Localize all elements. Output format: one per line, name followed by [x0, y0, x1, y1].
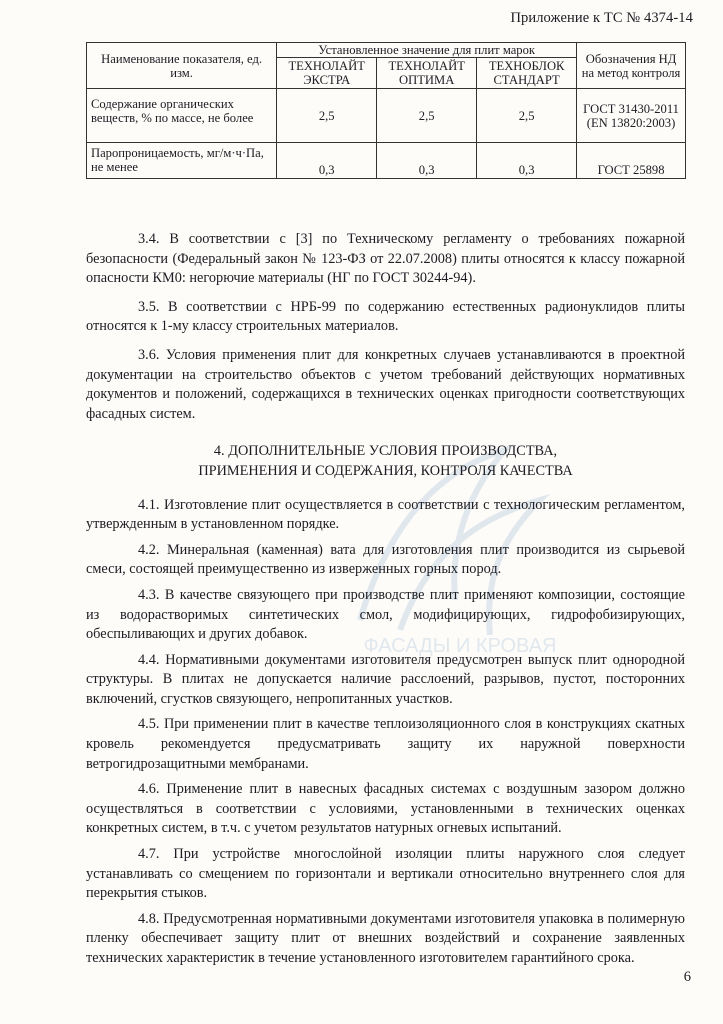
document-header: Приложение к ТС № 4374-14	[510, 10, 693, 26]
brand-header-1: ТЕХНОЛАЙТ ЭКСТРА	[277, 58, 377, 89]
brand-header-3: ТЕХНОБЛОК СТАНДАРТ	[477, 58, 577, 89]
watermark-text: ФАСАДЫ И КРОВАЯ	[363, 635, 557, 657]
row-value: 0,3	[377, 143, 477, 179]
paragraph-3-6: 3.6. Условия применения плит для конкретных случаев устанавливаются в проектной документации на строительство объектов с учетом требований действующих нормативных документов и положений, содержащихся в технических оценках пригодности соответствующих фасадных систем.	[86, 346, 685, 422]
paragraph-4-6: 4.6. Применение плит в навесных фасадных системах с воздушным зазором должно осуществляться в соответствии с условиями, установленными в технических оценках конкретных систем, в т.ч. с учетом результатов натурных огневых испытаний.	[86, 781, 685, 837]
row-value: 0,3	[477, 143, 577, 179]
row-name: Содержание органических веществ, % по массе, не более	[87, 89, 277, 143]
header-group-cell: Установленное значение для плит марок	[277, 43, 577, 58]
paragraph-4-3: 4.3. В качестве связующего при производстве плит применяют композиции, состоящие из водорастворимых синтетических смол, модифицирующих, гидрофобизирующих, обеспыливающих и других добавок.	[86, 586, 685, 643]
row-value: 2,5	[277, 89, 377, 143]
body-text	[86, 230, 685, 975]
page-number: 6	[683, 969, 691, 985]
row-value: 0,3	[277, 143, 377, 179]
section-title	[86, 442, 685, 481]
header-nd-cell: Обозначения НД на метод контроля	[577, 43, 686, 89]
paragraph-4-8: 4.8. Предусмотренная нормативными документами изготовителя упаковка в полимерную пленку обеспечивает защиту плит от внешних воздействий и сохранение заявленных технических характеристик в течение установленного изготовителем гарантийного срока.	[86, 910, 685, 966]
paragraph-3-4: 3.4. В соответствии с [3] по Техническому регламенту о требованиях пожарной безопасности (Федеральный закон № 123-ФЗ от 22.07.2008) плиты относятся к классу пожарной опасности КМ0: негорючие материалы (НГ по ГОСТ 30244-94).	[86, 231, 685, 287]
section-title-line-2: ПРИМЕНЕНИЯ И СОДЕРЖАНИЯ, КОНТРОЛЯ КАЧЕСТВА	[198, 462, 573, 479]
paragraph-4-5: 4.5. При применении плит в качестве теплоизоляционного слоя в конструкциях скатных кровель рекомендуется предусматривать защиту их наружной поверхности ветрогидрозащитными мембранами.	[86, 716, 685, 772]
paragraph-4-2: 4.2. Минеральная (каменная) вата для изготовления плит производится из сырьевой смеси, состоящей преимущественно из изверженных горных пород.	[86, 541, 685, 578]
row-nd: ГОСТ 31430-2011 (EN 13820:2003)	[577, 89, 686, 143]
paragraph-4-1: 4.1. Изготовление плит осуществляется в соответствии с технологическим регламентом, утвержденным в установленном порядке.	[86, 496, 685, 533]
paragraph-4-7: 4.7. При устройстве многослойной изоляции плиты наружного слоя следует устанавливать со смещением по горизонтали и вертикали относительно внутреннего слоя для перекрытия стыков.	[86, 846, 685, 902]
paragraph-3-5: 3.5. В соответствии с НРБ-99 по содержанию естественных радионуклидов плиты относятся к 1-му классу строительных материалов.	[86, 298, 685, 335]
spec-table	[86, 42, 686, 179]
section-title-line-1: 4. ДОПОЛНИТЕЛЬНЫЕ УСЛОВИЯ ПРОИЗВОДСТВА,	[213, 443, 558, 460]
header-name-cell: Наименование показателя, ед. изм.	[87, 43, 277, 89]
brand-header-2: ТЕХНОЛАЙТ ОПТИМА	[377, 58, 477, 89]
row-value: 2,5	[377, 89, 477, 143]
row-name: Паропроницаемость, мг/м·ч·Па, не менее	[87, 143, 277, 179]
row-value: 2,5	[477, 89, 577, 143]
row-nd: ГОСТ 25898	[577, 143, 686, 179]
paragraph-4-4: 4.4. Нормативными документами изготовителя предусмотрен выпуск плит однородной структуры. В плитах не допускается наличие расслоений, разрывов, пустот, посторонних включений, сгустков связующего, непропитанных участков.	[86, 651, 685, 707]
